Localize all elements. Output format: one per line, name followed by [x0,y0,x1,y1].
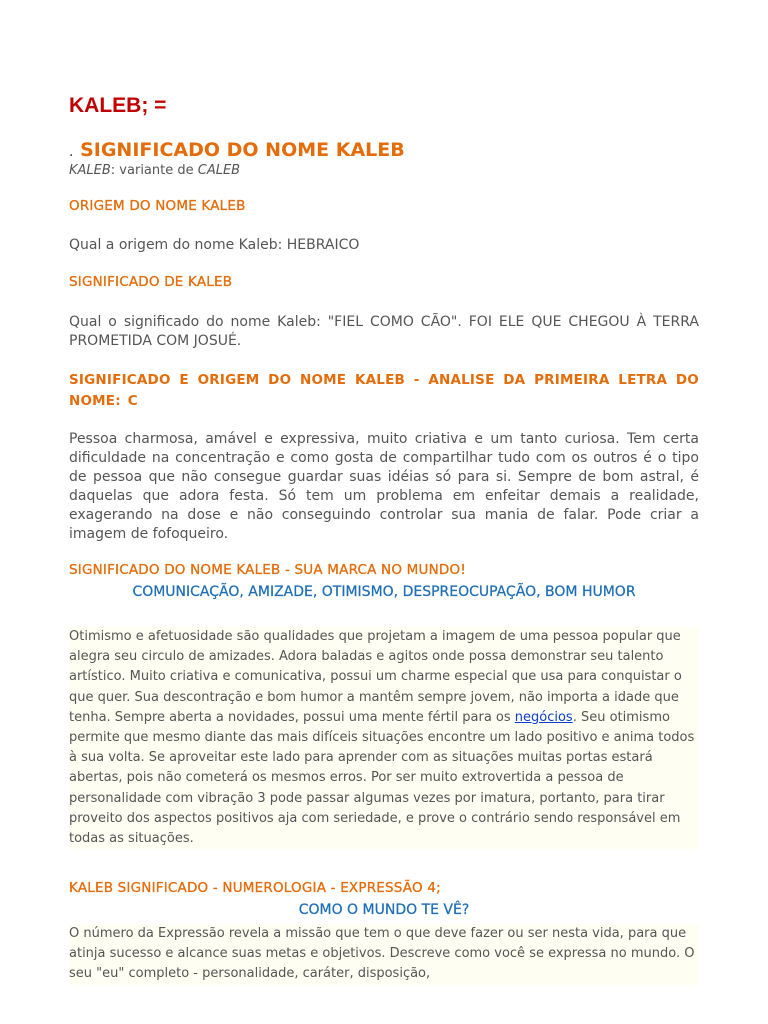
letra-heading: SIGNIFICADO E ORIGEM DO NOME KALEB - ANALISE DA PRIMEIRA LETRA DO NOME: C [69,372,699,409]
numerologia-subheading: COMO O MUNDO TE VÊ? [298,902,470,918]
negocios-link[interactable]: negócios [514,709,573,725]
variant-name: KALEB [69,163,111,178]
marca-subheading: COMUNICAÇÃO, AMIZADE, OTIMISMO, DESPREOCUPAÇÃO, BOM HUMOR [132,584,636,600]
significado-text: Qual o significado do nome Kaleb: "FIEL COMO CÃO". FOI ELE QUE CHEGOU À TERRA PROMETIDA COM JOSUÉ. [69,314,699,349]
numerologia-text: O número da Expressão revela a missão que tem o que deve fazer ou ser nesta vida, para que atinja sucesso e alcance suas metas e objetivos. Descreve como você se expressa no mundo. O seu "eu" completo - personalidade, caráter, disposição, [69,924,699,985]
origem-text: Qual a origem do nome Kaleb: HEBRAICO [69,237,360,253]
significado-heading: SIGNIFICADO DE KALEB [69,274,233,290]
marca-text-after: . Seu otimismo permite que mesmo diante das mais difíceis situações encontre um lado positivo e anima todos à sua volta. Se aproveitar este lado para aprender com as situações muitas portas estará abertas, pois não cometerá os mesmos erros. Por ser muito extrovertida a pessoa de personalidade com vibração 3 pode passar algumas vezes por imatura, portanto, para tirar proveito dos aspectos positivos aja com seriedade, e prove o contrário sendo responsável em todas as situações. [69,709,695,847]
letra-text: Pessoa charmosa, amável e expressiva, muito criativa e um tanto curiosa. Tem certa dificuldade na concentração e como gosta de compartilhar tudo com os outros é o tipo de pessoa que não consegue guardar suas idéias só para si. Sempre de bom astral, é daquelas que adora festa. Só tem um problema em enfeitar demais a realidade, exagerando na dose e não conseguindo controlar sua mania de falar. Pode criar a imagem de fofoqueiro. [69,431,699,542]
marca-heading: SIGNIFICADO DO NOME KALEB - SUA MARCA NO MUNDO! [69,562,466,578]
document-title: KALEB; = [69,94,167,117]
variant-middle: : variante de [110,163,198,178]
heading-dot: . [69,144,74,160]
variant-line [69,163,240,178]
main-heading [69,139,405,161]
marca-text [69,627,699,849]
variant-of: CALEB [197,163,241,178]
origem-heading: ORIGEM DO NOME KALEB [69,198,246,214]
main-heading-text: SIGNIFICADO DO NOME KALEB [80,139,405,161]
marca-text-before: Otimismo e afetuosidade são qualidades que projetam a imagem de uma pessoa popular que alegra seu circulo de amizades. Adora baladas e agitos onde possa demonstrar seu talento artístico. Muito criativa e comunicativa, possui um charme especial que usa para conquistar o que quer. Sua descontração e bom humor a mantêm sempre jovem, não importa a idade que tenha. Sempre aberta a novidades, possui uma mente fértil para os [69,629,682,725]
numerologia-heading: KALEB SIGNIFICADO - NUMEROLOGIA - EXPRESSÃO 4; [69,880,441,896]
